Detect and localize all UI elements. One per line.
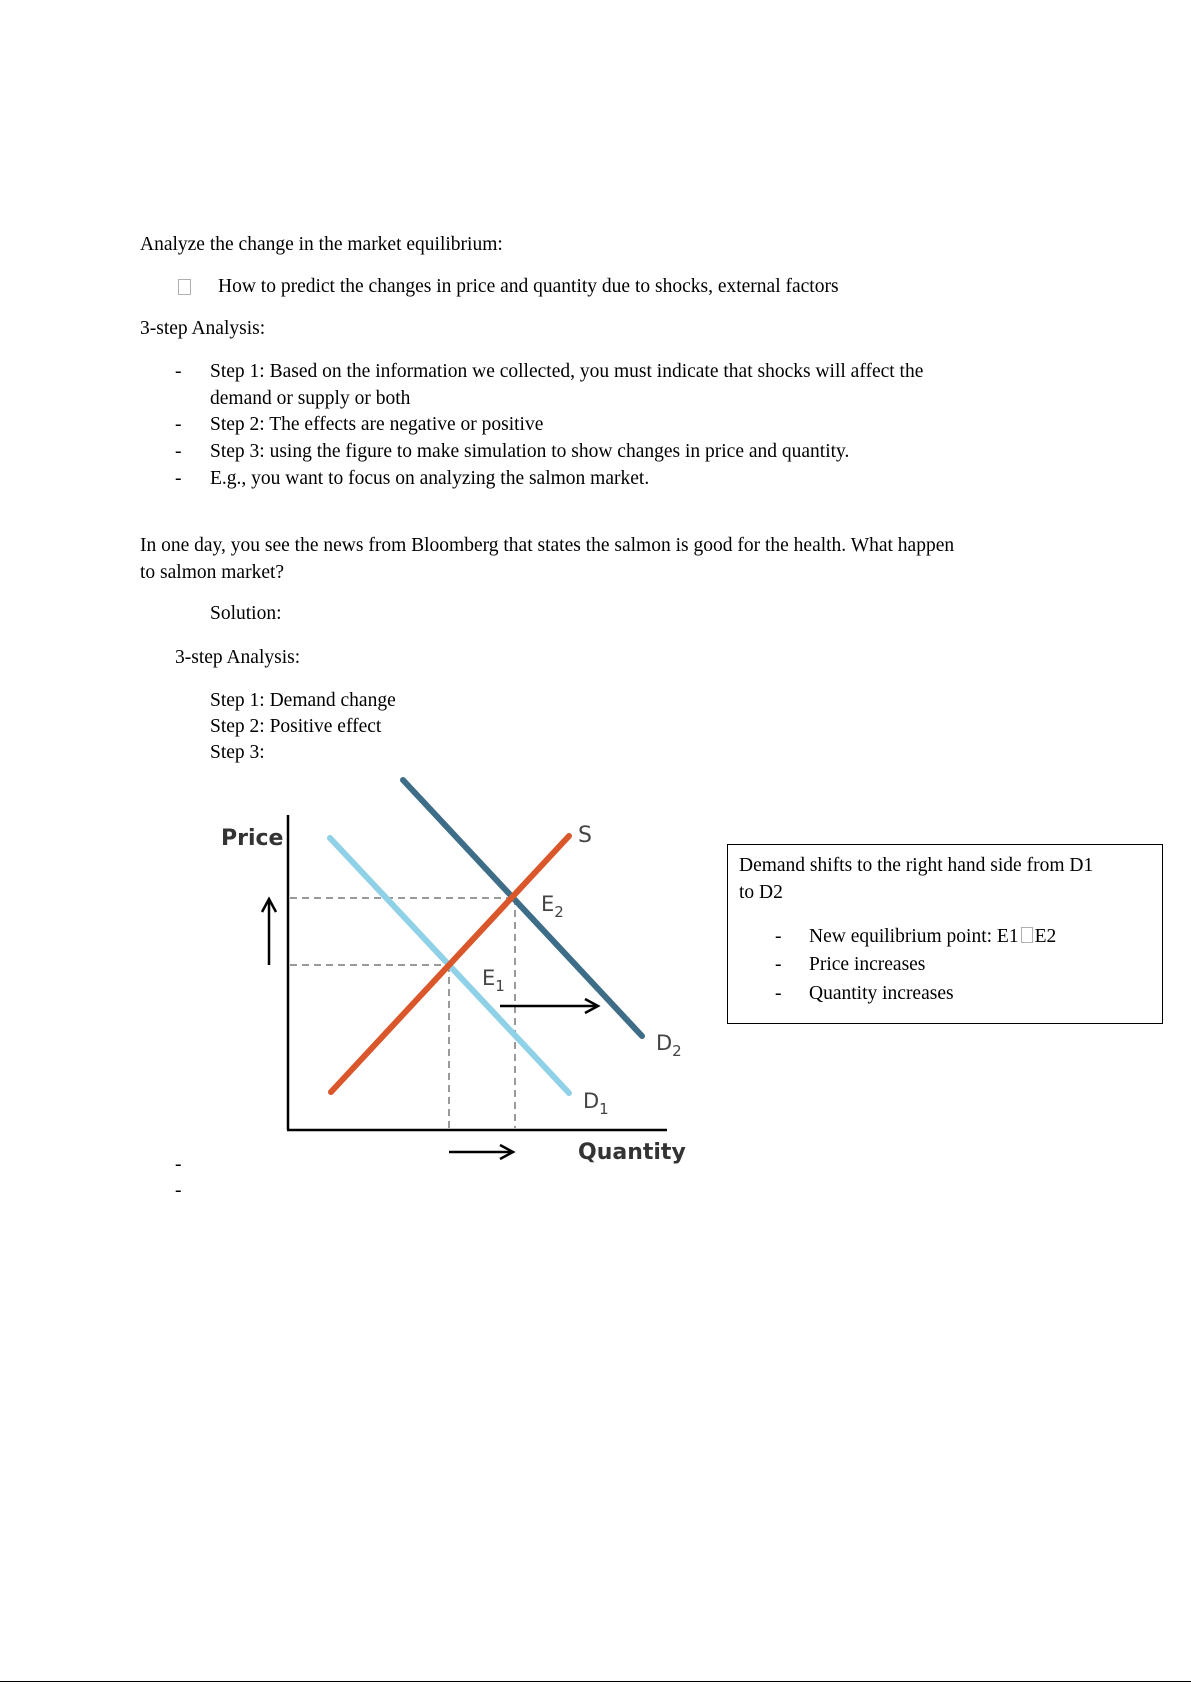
analysis-step-1: Step 1: Based on the information we collected, you must indicate that shocks will affect the: [210, 361, 924, 382]
d2-label: $D_2$: [656, 1031, 682, 1060]
callout-line-1: Demand shifts to the right hand side from D1: [739, 855, 1094, 876]
analysis-heading: 3-step Analysis:: [140, 318, 266, 339]
list-dash: -: [175, 361, 182, 382]
demand-curve-d2: [403, 780, 642, 1036]
solution-step-2: Step 2: Positive effect: [210, 716, 382, 737]
list-dash: -: [775, 926, 782, 947]
question-line-1: In one day, you see the news from Bloomberg that states the salmon is good for the health. What happen: [140, 535, 955, 556]
callout-item-3: Quantity increases: [809, 983, 954, 1004]
callout-item-2: Price increases: [809, 954, 926, 975]
list-dash: -: [775, 954, 782, 975]
callout-box: [727, 844, 1163, 1024]
e1-label: $E_1$: [482, 966, 505, 995]
list-dash: -: [175, 441, 182, 462]
arrow-placeholder-icon: [1021, 927, 1033, 943]
list-dash: -: [775, 983, 782, 1004]
analysis-step-2: Step 2: The effects are negative or positive: [210, 414, 544, 435]
footer-rule: [0, 1681, 1191, 1682]
intro-bullet-text: How to predict the changes in price and quantity due to shocks, external factors: [218, 276, 839, 297]
solution-heading: 3-step Analysis:: [175, 647, 301, 668]
list-dash: -: [175, 468, 182, 489]
supply-label: S: [578, 823, 592, 848]
intro-heading: Analyze the change in the market equilibrium:: [140, 234, 503, 255]
analysis-example: E.g., you want to focus on analyzing the salmon market.: [210, 468, 650, 489]
solution-step-3: Step 3:: [210, 742, 265, 763]
list-dash: -: [175, 414, 182, 435]
callout-line-2: to D2: [739, 882, 783, 903]
callout-item-1: New equilibrium point: E1 E2: [809, 926, 1057, 947]
solution-label: Solution:: [210, 603, 282, 624]
y-axis-label: Price: [221, 826, 284, 851]
list-dash: -: [175, 1154, 182, 1175]
solution-step-1: Step 1: Demand change: [210, 690, 396, 711]
analysis-step-3: Step 3: using the figure to make simulation to show changes in price and quantity.: [210, 441, 850, 462]
d1-label: $D_1$: [583, 1089, 609, 1118]
analysis-step-1-cont: demand or supply or both: [210, 388, 411, 409]
question-line-2: to salmon market?: [140, 562, 285, 583]
x-axis-label: Quantity: [578, 1140, 686, 1165]
e2-label: $E_2$: [541, 892, 564, 921]
list-dash: -: [175, 1180, 182, 1201]
